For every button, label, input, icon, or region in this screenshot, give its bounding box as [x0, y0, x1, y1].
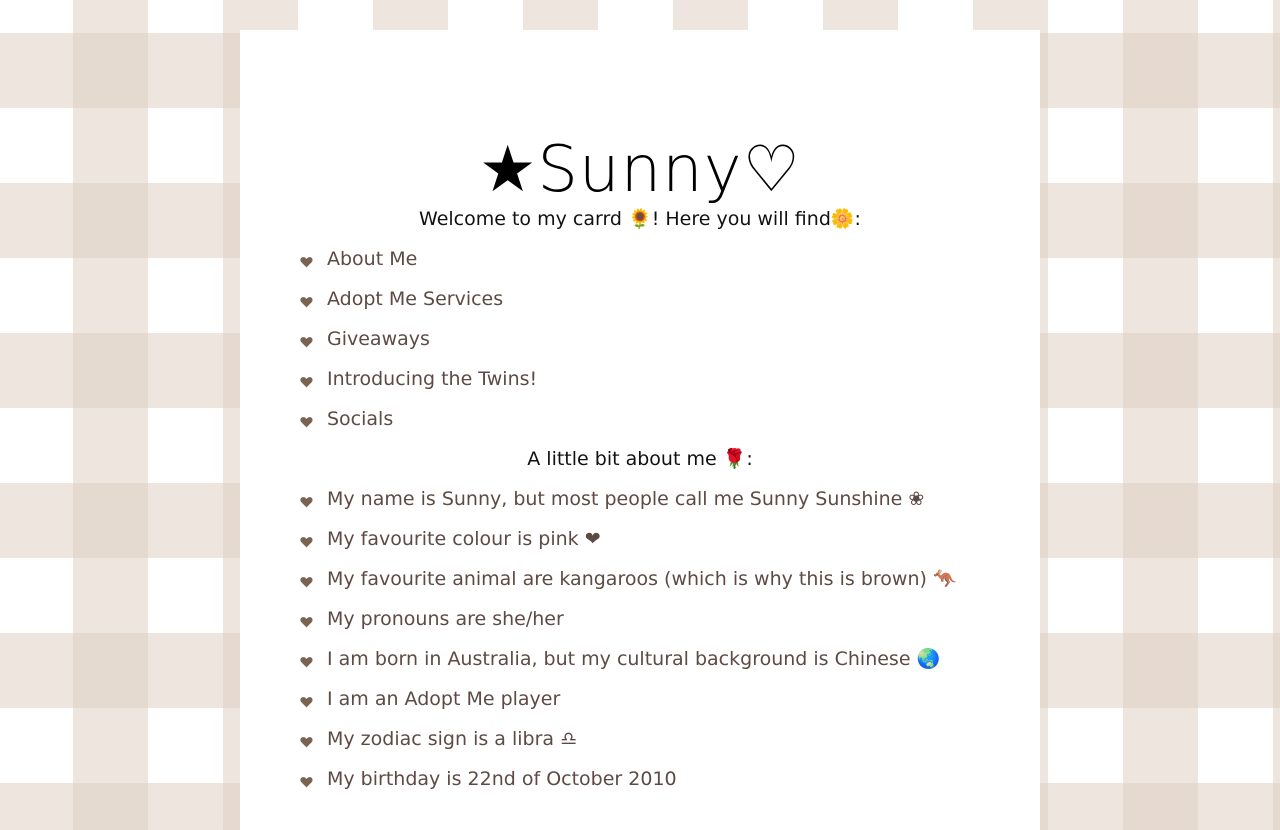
heart-bullet-icon [300, 533, 314, 547]
list-item [300, 487, 1000, 527]
list-item [300, 567, 1000, 607]
about-heading: A little bit about me 🌹: [527, 448, 753, 470]
fact-text: My name is Sunny, but most people call me Sunny Sunshine ❀ [327, 488, 925, 510]
nav-link-introducing-the-twins[interactable]: Introducing the Twins! [327, 368, 538, 390]
heart-bullet-icon [300, 693, 314, 707]
fact-text: I am an Adopt Me player [327, 688, 561, 710]
fact-text: My zodiac sign is a libra ♎ [327, 728, 578, 750]
heart-bullet-icon [300, 733, 314, 747]
heart-bullet-icon [300, 413, 314, 427]
heart-bullet-icon [300, 613, 314, 627]
nav-item-adopt-me-services[interactable] [300, 287, 1000, 327]
fact-text: My favourite animal are kangaroos (which is why this is brown) 🦘 [327, 568, 957, 590]
about-fact-list [300, 487, 1000, 807]
nav-link-socials[interactable]: Socials [327, 408, 394, 430]
heart-bullet-icon [300, 493, 314, 507]
page-title: ★Sunny♡ [479, 133, 801, 207]
heart-bullet-icon [300, 253, 314, 267]
heart-bullet-icon [300, 373, 314, 387]
list-item [300, 607, 1000, 647]
fact-text: My pronouns are she/her [327, 608, 564, 630]
heart-bullet-icon [300, 573, 314, 587]
list-item [300, 527, 1000, 567]
heart-bullet-icon [300, 773, 314, 787]
list-item [300, 767, 1000, 807]
fact-text: My birthday is 22nd of October 2010 [327, 768, 677, 790]
fact-text: My favourite colour is pink ❤ [327, 528, 601, 550]
list-item [300, 647, 1000, 687]
list-item [300, 727, 1000, 767]
heart-bullet-icon [300, 333, 314, 347]
nav-item-about-me[interactable] [300, 247, 1000, 287]
profile-card [240, 30, 1040, 830]
nav-link-giveaways[interactable]: Giveaways [327, 328, 430, 350]
intro-heading: Welcome to my carrd 🌻! Here you will find🌼: [419, 208, 861, 230]
fact-text: I am born in Australia, but my cultural background is Chinese 🌏 [327, 648, 941, 670]
list-item [300, 687, 1000, 727]
nav-item-socials[interactable] [300, 407, 1000, 447]
nav-item-giveaways[interactable] [300, 327, 1000, 367]
heart-bullet-icon [300, 653, 314, 667]
nav-link-list [300, 247, 1000, 447]
nav-link-adopt-me-services[interactable]: Adopt Me Services [327, 288, 504, 310]
heart-bullet-icon [300, 293, 314, 307]
nav-item-introducing-the-twins[interactable] [300, 367, 1000, 407]
nav-link-about-me[interactable]: About Me [327, 248, 418, 270]
